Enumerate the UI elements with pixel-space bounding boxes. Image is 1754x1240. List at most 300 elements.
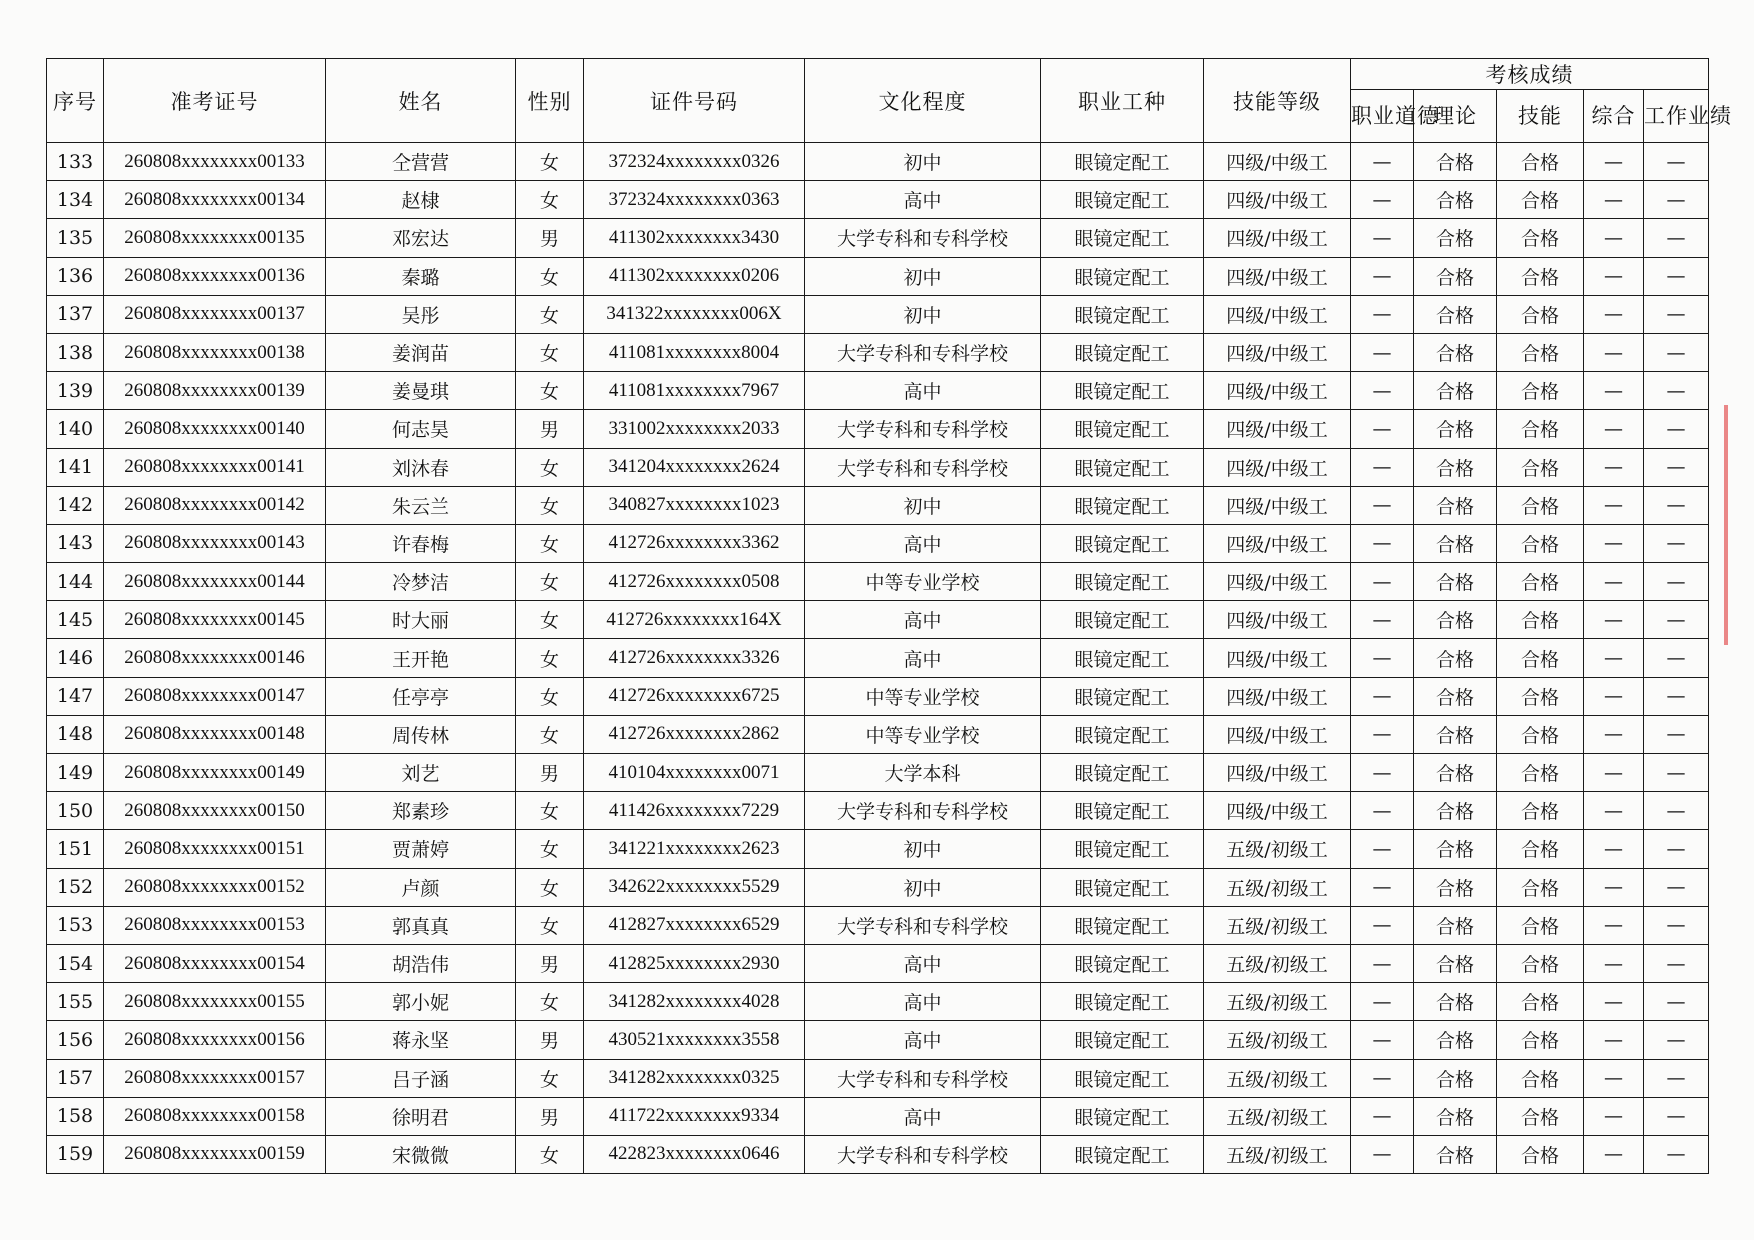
cell-level: 四级/中级工: [1204, 524, 1351, 562]
cell-name: 徐明君: [326, 1097, 516, 1135]
cell-level: 五级/初级工: [1204, 830, 1351, 868]
cell-ticket-no: 260808xxxxxxxx00154: [104, 944, 326, 982]
cell-overall: —: [1584, 219, 1644, 257]
cell-occupation: 眼镜定配工: [1041, 563, 1204, 601]
cell-theory: 合格: [1414, 181, 1497, 219]
cell-ethics: —: [1351, 143, 1414, 181]
col-overall: 综合: [1584, 90, 1644, 143]
cell-work: —: [1644, 868, 1709, 906]
cell-theory: 合格: [1414, 1135, 1497, 1173]
cell-seq: 151: [47, 830, 104, 868]
cell-name: 郭真真: [326, 906, 516, 944]
cell-theory: 合格: [1414, 372, 1497, 410]
cell-work: —: [1644, 410, 1709, 448]
table-row: [47, 1097, 1709, 1135]
cell-gender: 女: [516, 830, 584, 868]
cell-occupation: 眼镜定配工: [1041, 983, 1204, 1021]
cell-level: 四级/中级工: [1204, 677, 1351, 715]
cell-theory: 合格: [1414, 333, 1497, 371]
cell-occupation: 眼镜定配工: [1041, 143, 1204, 181]
cell-theory: 合格: [1414, 754, 1497, 792]
results-sheet: [46, 58, 1732, 1174]
cell-ethics: —: [1351, 906, 1414, 944]
cell-theory: 合格: [1414, 143, 1497, 181]
cell-occupation: 眼镜定配工: [1041, 601, 1204, 639]
cell-education: 大学专科和专科学校: [805, 1135, 1041, 1173]
cell-education: 高中: [805, 983, 1041, 1021]
cell-seq: 149: [47, 754, 104, 792]
cell-ethics: —: [1351, 1021, 1414, 1059]
cell-gender: 男: [516, 754, 584, 792]
cell-ticket-no: 260808xxxxxxxx00135: [104, 219, 326, 257]
cell-skill: 合格: [1497, 524, 1584, 562]
cell-seq: 138: [47, 333, 104, 371]
cell-level: 四级/中级工: [1204, 143, 1351, 181]
cell-name: 胡浩伟: [326, 944, 516, 982]
cell-name: 许春梅: [326, 524, 516, 562]
cell-occupation: 眼镜定配工: [1041, 830, 1204, 868]
cell-overall: —: [1584, 601, 1644, 639]
cell-skill: 合格: [1497, 372, 1584, 410]
cell-work: —: [1644, 219, 1709, 257]
col-education: 文化程度: [805, 59, 1041, 143]
cell-work: —: [1644, 830, 1709, 868]
cell-work: —: [1644, 1021, 1709, 1059]
cell-name: 时大丽: [326, 601, 516, 639]
cell-ethics: —: [1351, 181, 1414, 219]
cell-occupation: 眼镜定配工: [1041, 448, 1204, 486]
cell-theory: 合格: [1414, 715, 1497, 753]
cell-name: 朱云兰: [326, 486, 516, 524]
cell-skill: 合格: [1497, 792, 1584, 830]
cell-ticket-no: 260808xxxxxxxx00153: [104, 906, 326, 944]
cell-education: 中等专业学校: [805, 563, 1041, 601]
cell-skill: 合格: [1497, 563, 1584, 601]
cell-education: 大学本科: [805, 754, 1041, 792]
cell-work: —: [1644, 1135, 1709, 1173]
cell-id-no: 430521xxxxxxxx3558: [584, 1021, 805, 1059]
cell-education: 高中: [805, 1097, 1041, 1135]
cell-overall: —: [1584, 563, 1644, 601]
table-row: [47, 983, 1709, 1021]
cell-ticket-no: 260808xxxxxxxx00159: [104, 1135, 326, 1173]
cell-seq: 152: [47, 868, 104, 906]
cell-level: 四级/中级工: [1204, 601, 1351, 639]
cell-ticket-no: 260808xxxxxxxx00141: [104, 448, 326, 486]
cell-skill: 合格: [1497, 601, 1584, 639]
cell-education: 大学专科和专科学校: [805, 333, 1041, 371]
cell-ethics: —: [1351, 257, 1414, 295]
cell-ethics: —: [1351, 715, 1414, 753]
cell-work: —: [1644, 639, 1709, 677]
cell-name: 王开艳: [326, 639, 516, 677]
cell-education: 中等专业学校: [805, 677, 1041, 715]
cell-seq: 159: [47, 1135, 104, 1173]
cell-seq: 150: [47, 792, 104, 830]
table-row: [47, 715, 1709, 753]
cell-skill: 合格: [1497, 944, 1584, 982]
cell-work: —: [1644, 295, 1709, 333]
table-row: [47, 143, 1709, 181]
cell-id-no: 412726xxxxxxxx0508: [584, 563, 805, 601]
cell-education: 初中: [805, 143, 1041, 181]
cell-occupation: 眼镜定配工: [1041, 792, 1204, 830]
cell-overall: —: [1584, 830, 1644, 868]
table-row: [47, 410, 1709, 448]
cell-gender: 女: [516, 601, 584, 639]
cell-ethics: —: [1351, 1097, 1414, 1135]
cell-ticket-no: 260808xxxxxxxx00155: [104, 983, 326, 1021]
table-row: [47, 754, 1709, 792]
cell-name: 吴彤: [326, 295, 516, 333]
cell-gender: 女: [516, 181, 584, 219]
cell-education: 高中: [805, 944, 1041, 982]
cell-name: 蒋永坚: [326, 1021, 516, 1059]
results-table: [46, 58, 1732, 1174]
cell-seq: 140: [47, 410, 104, 448]
cell-id-no: 412827xxxxxxxx6529: [584, 906, 805, 944]
cell-education: 大学专科和专科学校: [805, 792, 1041, 830]
cell-ethics: —: [1351, 563, 1414, 601]
cell-skill: 合格: [1497, 715, 1584, 753]
cell-id-no: 372324xxxxxxxx0363: [584, 181, 805, 219]
cell-work: —: [1644, 792, 1709, 830]
cell-level: 四级/中级工: [1204, 219, 1351, 257]
cell-name: 冷梦洁: [326, 563, 516, 601]
cell-id-no: 341221xxxxxxxx2623: [584, 830, 805, 868]
cell-seq: 154: [47, 944, 104, 982]
col-ticket: 准考证号: [104, 59, 326, 143]
cell-seq: 142: [47, 486, 104, 524]
cell-id-no: 412726xxxxxxxx2862: [584, 715, 805, 753]
cell-skill: 合格: [1497, 486, 1584, 524]
cell-theory: 合格: [1414, 257, 1497, 295]
cell-overall: —: [1584, 372, 1644, 410]
cell-work: —: [1644, 677, 1709, 715]
cell-education: 高中: [805, 372, 1041, 410]
cell-gender: 女: [516, 143, 584, 181]
table-header: [47, 59, 1732, 143]
cell-ticket-no: 260808xxxxxxxx00148: [104, 715, 326, 753]
cell-overall: —: [1584, 1059, 1644, 1097]
cell-name: 姜曼琪: [326, 372, 516, 410]
cell-level: 五级/初级工: [1204, 906, 1351, 944]
cell-ethics: —: [1351, 868, 1414, 906]
table-row: [47, 372, 1709, 410]
table-row: [47, 448, 1709, 486]
cell-overall: —: [1584, 715, 1644, 753]
cell-ethics: —: [1351, 792, 1414, 830]
table-row: [47, 181, 1709, 219]
cell-ticket-no: 260808xxxxxxxx00152: [104, 868, 326, 906]
col-theory: 理论: [1414, 90, 1497, 143]
cell-occupation: 眼镜定配工: [1041, 219, 1204, 257]
cell-ticket-no: 260808xxxxxxxx00138: [104, 333, 326, 371]
cell-theory: 合格: [1414, 906, 1497, 944]
cell-level: 四级/中级工: [1204, 181, 1351, 219]
cell-name: 任亭亭: [326, 677, 516, 715]
cell-seq: 133: [47, 143, 104, 181]
cell-education: 大学专科和专科学校: [805, 410, 1041, 448]
cell-education: 大学专科和专科学校: [805, 906, 1041, 944]
cell-theory: 合格: [1414, 486, 1497, 524]
table-body: [47, 143, 1709, 1174]
cell-name: 周传林: [326, 715, 516, 753]
cell-level: 五级/初级工: [1204, 868, 1351, 906]
cell-ethics: —: [1351, 944, 1414, 982]
table-row: [47, 792, 1709, 830]
cell-id-no: 411081xxxxxxxx7967: [584, 372, 805, 410]
cell-ticket-no: 260808xxxxxxxx00142: [104, 486, 326, 524]
cell-occupation: 眼镜定配工: [1041, 410, 1204, 448]
cell-id-no: 411722xxxxxxxx9334: [584, 1097, 805, 1135]
cell-skill: 合格: [1497, 1097, 1584, 1135]
cell-gender: 女: [516, 372, 584, 410]
cell-occupation: 眼镜定配工: [1041, 906, 1204, 944]
cell-id-no: 412726xxxxxxxx6725: [584, 677, 805, 715]
cell-gender: 男: [516, 944, 584, 982]
cell-occupation: 眼镜定配工: [1041, 372, 1204, 410]
cell-work: —: [1644, 563, 1709, 601]
cell-name: 贾萧婷: [326, 830, 516, 868]
cell-gender: 女: [516, 1059, 584, 1097]
cell-ticket-no: 260808xxxxxxxx00149: [104, 754, 326, 792]
cell-seq: 156: [47, 1021, 104, 1059]
cell-seq: 134: [47, 181, 104, 219]
cell-level: 四级/中级工: [1204, 333, 1351, 371]
cell-gender: 女: [516, 295, 584, 333]
cell-ticket-no: 260808xxxxxxxx00147: [104, 677, 326, 715]
cell-work: —: [1644, 601, 1709, 639]
table-row: [47, 563, 1709, 601]
cell-ethics: —: [1351, 983, 1414, 1021]
cell-gender: 女: [516, 333, 584, 371]
cell-gender: 女: [516, 1135, 584, 1173]
cell-gender: 女: [516, 715, 584, 753]
cell-ticket-no: 260808xxxxxxxx00139: [104, 372, 326, 410]
cell-seq: 147: [47, 677, 104, 715]
cell-name: 吕子涵: [326, 1059, 516, 1097]
cell-gender: 男: [516, 410, 584, 448]
cell-work: —: [1644, 1059, 1709, 1097]
table-row: [47, 1135, 1709, 1173]
cell-level: 四级/中级工: [1204, 639, 1351, 677]
cell-education: 初中: [805, 295, 1041, 333]
table-row: [47, 830, 1709, 868]
cell-overall: —: [1584, 639, 1644, 677]
cell-name: 仝营营: [326, 143, 516, 181]
cell-name: 秦璐: [326, 257, 516, 295]
table-row: [47, 944, 1709, 982]
cell-work: —: [1644, 333, 1709, 371]
cell-id-no: 411081xxxxxxxx8004: [584, 333, 805, 371]
col-work: 工作业绩: [1644, 90, 1709, 143]
cell-education: 高中: [805, 524, 1041, 562]
cell-name: 赵棣: [326, 181, 516, 219]
cell-id-no: 411302xxxxxxxx3430: [584, 219, 805, 257]
cell-seq: 153: [47, 906, 104, 944]
cell-work: —: [1644, 181, 1709, 219]
cell-work: —: [1644, 486, 1709, 524]
cell-gender: 女: [516, 524, 584, 562]
cell-level: 五级/初级工: [1204, 1059, 1351, 1097]
col-occupation: 职业工种: [1041, 59, 1204, 143]
cell-work: —: [1644, 906, 1709, 944]
cell-name: 邓宏达: [326, 219, 516, 257]
cell-overall: —: [1584, 333, 1644, 371]
cell-id-no: 331002xxxxxxxx2033: [584, 410, 805, 448]
cell-gender: 女: [516, 486, 584, 524]
cell-work: —: [1644, 372, 1709, 410]
cell-education: 高中: [805, 639, 1041, 677]
cell-overall: —: [1584, 906, 1644, 944]
cell-gender: 男: [516, 1021, 584, 1059]
cell-education: 大学专科和专科学校: [805, 219, 1041, 257]
cell-ethics: —: [1351, 448, 1414, 486]
cell-overall: —: [1584, 181, 1644, 219]
cell-education: 大学专科和专科学校: [805, 448, 1041, 486]
cell-seq: 135: [47, 219, 104, 257]
cell-occupation: 眼镜定配工: [1041, 1135, 1204, 1173]
cell-gender: 男: [516, 219, 584, 257]
cell-id-no: 410104xxxxxxxx0071: [584, 754, 805, 792]
cell-theory: 合格: [1414, 563, 1497, 601]
cell-level: 四级/中级工: [1204, 486, 1351, 524]
cell-ticket-no: 260808xxxxxxxx00151: [104, 830, 326, 868]
cell-skill: 合格: [1497, 830, 1584, 868]
cell-theory: 合格: [1414, 1059, 1497, 1097]
cell-skill: 合格: [1497, 219, 1584, 257]
cell-occupation: 眼镜定配工: [1041, 524, 1204, 562]
cell-id-no: 422823xxxxxxxx0646: [584, 1135, 805, 1173]
cell-skill: 合格: [1497, 333, 1584, 371]
cell-level: 四级/中级工: [1204, 410, 1351, 448]
cell-seq: 137: [47, 295, 104, 333]
cell-id-no: 340827xxxxxxxx1023: [584, 486, 805, 524]
cell-overall: —: [1584, 410, 1644, 448]
cell-work: —: [1644, 524, 1709, 562]
cell-education: 初中: [805, 486, 1041, 524]
cell-ethics: —: [1351, 524, 1414, 562]
cell-occupation: 眼镜定配工: [1041, 1021, 1204, 1059]
cell-occupation: 眼镜定配工: [1041, 639, 1204, 677]
cell-level: 四级/中级工: [1204, 715, 1351, 753]
cell-ticket-no: 260808xxxxxxxx00158: [104, 1097, 326, 1135]
cell-ticket-no: 260808xxxxxxxx00146: [104, 639, 326, 677]
cell-education: 高中: [805, 181, 1041, 219]
col-ethics: 职业道德: [1351, 90, 1414, 143]
cell-work: —: [1644, 754, 1709, 792]
cell-ethics: —: [1351, 677, 1414, 715]
table-row: [47, 486, 1709, 524]
cell-id-no: 342622xxxxxxxx5529: [584, 868, 805, 906]
cell-ticket-no: 260808xxxxxxxx00157: [104, 1059, 326, 1097]
cell-ethics: —: [1351, 1059, 1414, 1097]
cell-theory: 合格: [1414, 944, 1497, 982]
table-row: [47, 295, 1709, 333]
cell-level: 四级/中级工: [1204, 295, 1351, 333]
cell-level: 五级/初级工: [1204, 1021, 1351, 1059]
col-group-scores: 考核成绩: [1351, 59, 1709, 90]
table-row: [47, 1059, 1709, 1097]
cell-overall: —: [1584, 143, 1644, 181]
cell-seq: 136: [47, 257, 104, 295]
cell-theory: 合格: [1414, 601, 1497, 639]
cell-overall: —: [1584, 944, 1644, 982]
cell-skill: 合格: [1497, 257, 1584, 295]
cell-gender: 女: [516, 563, 584, 601]
cell-ticket-no: 260808xxxxxxxx00156: [104, 1021, 326, 1059]
cell-seq: 139: [47, 372, 104, 410]
cell-id-no: 372324xxxxxxxx0326: [584, 143, 805, 181]
cell-gender: 女: [516, 448, 584, 486]
cell-name: 刘艺: [326, 754, 516, 792]
cell-level: 五级/初级工: [1204, 983, 1351, 1021]
cell-id-no: 412825xxxxxxxx2930: [584, 944, 805, 982]
cell-theory: 合格: [1414, 830, 1497, 868]
cell-seq: 146: [47, 639, 104, 677]
cell-education: 中等专业学校: [805, 715, 1041, 753]
cell-overall: —: [1584, 677, 1644, 715]
cell-education: 高中: [805, 601, 1041, 639]
cell-skill: 合格: [1497, 410, 1584, 448]
cell-occupation: 眼镜定配工: [1041, 677, 1204, 715]
table-row: [47, 906, 1709, 944]
cell-education: 初中: [805, 830, 1041, 868]
cell-skill: 合格: [1497, 639, 1584, 677]
cell-theory: 合格: [1414, 868, 1497, 906]
cell-occupation: 眼镜定配工: [1041, 715, 1204, 753]
cell-ethics: —: [1351, 410, 1414, 448]
cell-seq: 141: [47, 448, 104, 486]
cell-ticket-no: 260808xxxxxxxx00140: [104, 410, 326, 448]
table-row: [47, 677, 1709, 715]
cell-id-no: 411302xxxxxxxx0206: [584, 257, 805, 295]
cell-overall: —: [1584, 295, 1644, 333]
cell-overall: —: [1584, 1021, 1644, 1059]
cell-level: 四级/中级工: [1204, 448, 1351, 486]
cell-skill: 合格: [1497, 1021, 1584, 1059]
cell-ticket-no: 260808xxxxxxxx00144: [104, 563, 326, 601]
cell-id-no: 411426xxxxxxxx7229: [584, 792, 805, 830]
col-gender: 性别: [516, 59, 584, 143]
cell-ethics: —: [1351, 486, 1414, 524]
cell-level: 四级/中级工: [1204, 257, 1351, 295]
cell-name: 刘沐春: [326, 448, 516, 486]
cell-gender: 女: [516, 639, 584, 677]
cell-overall: —: [1584, 257, 1644, 295]
cell-ethics: —: [1351, 639, 1414, 677]
cell-seq: 143: [47, 524, 104, 562]
cell-skill: 合格: [1497, 754, 1584, 792]
cell-name: 姜润苗: [326, 333, 516, 371]
cell-gender: 女: [516, 868, 584, 906]
cell-ethics: —: [1351, 601, 1414, 639]
cell-theory: 合格: [1414, 410, 1497, 448]
cell-overall: —: [1584, 524, 1644, 562]
cell-skill: 合格: [1497, 868, 1584, 906]
cell-ticket-no: 260808xxxxxxxx00136: [104, 257, 326, 295]
col-seq: 序号: [47, 59, 104, 143]
cell-theory: 合格: [1414, 677, 1497, 715]
cell-education: 大学专科和专科学校: [805, 1059, 1041, 1097]
cell-skill: 合格: [1497, 143, 1584, 181]
cell-gender: 女: [516, 792, 584, 830]
cell-name: 卢颜: [326, 868, 516, 906]
col-name: 姓名: [326, 59, 516, 143]
cell-level: 五级/初级工: [1204, 1097, 1351, 1135]
cell-skill: 合格: [1497, 906, 1584, 944]
